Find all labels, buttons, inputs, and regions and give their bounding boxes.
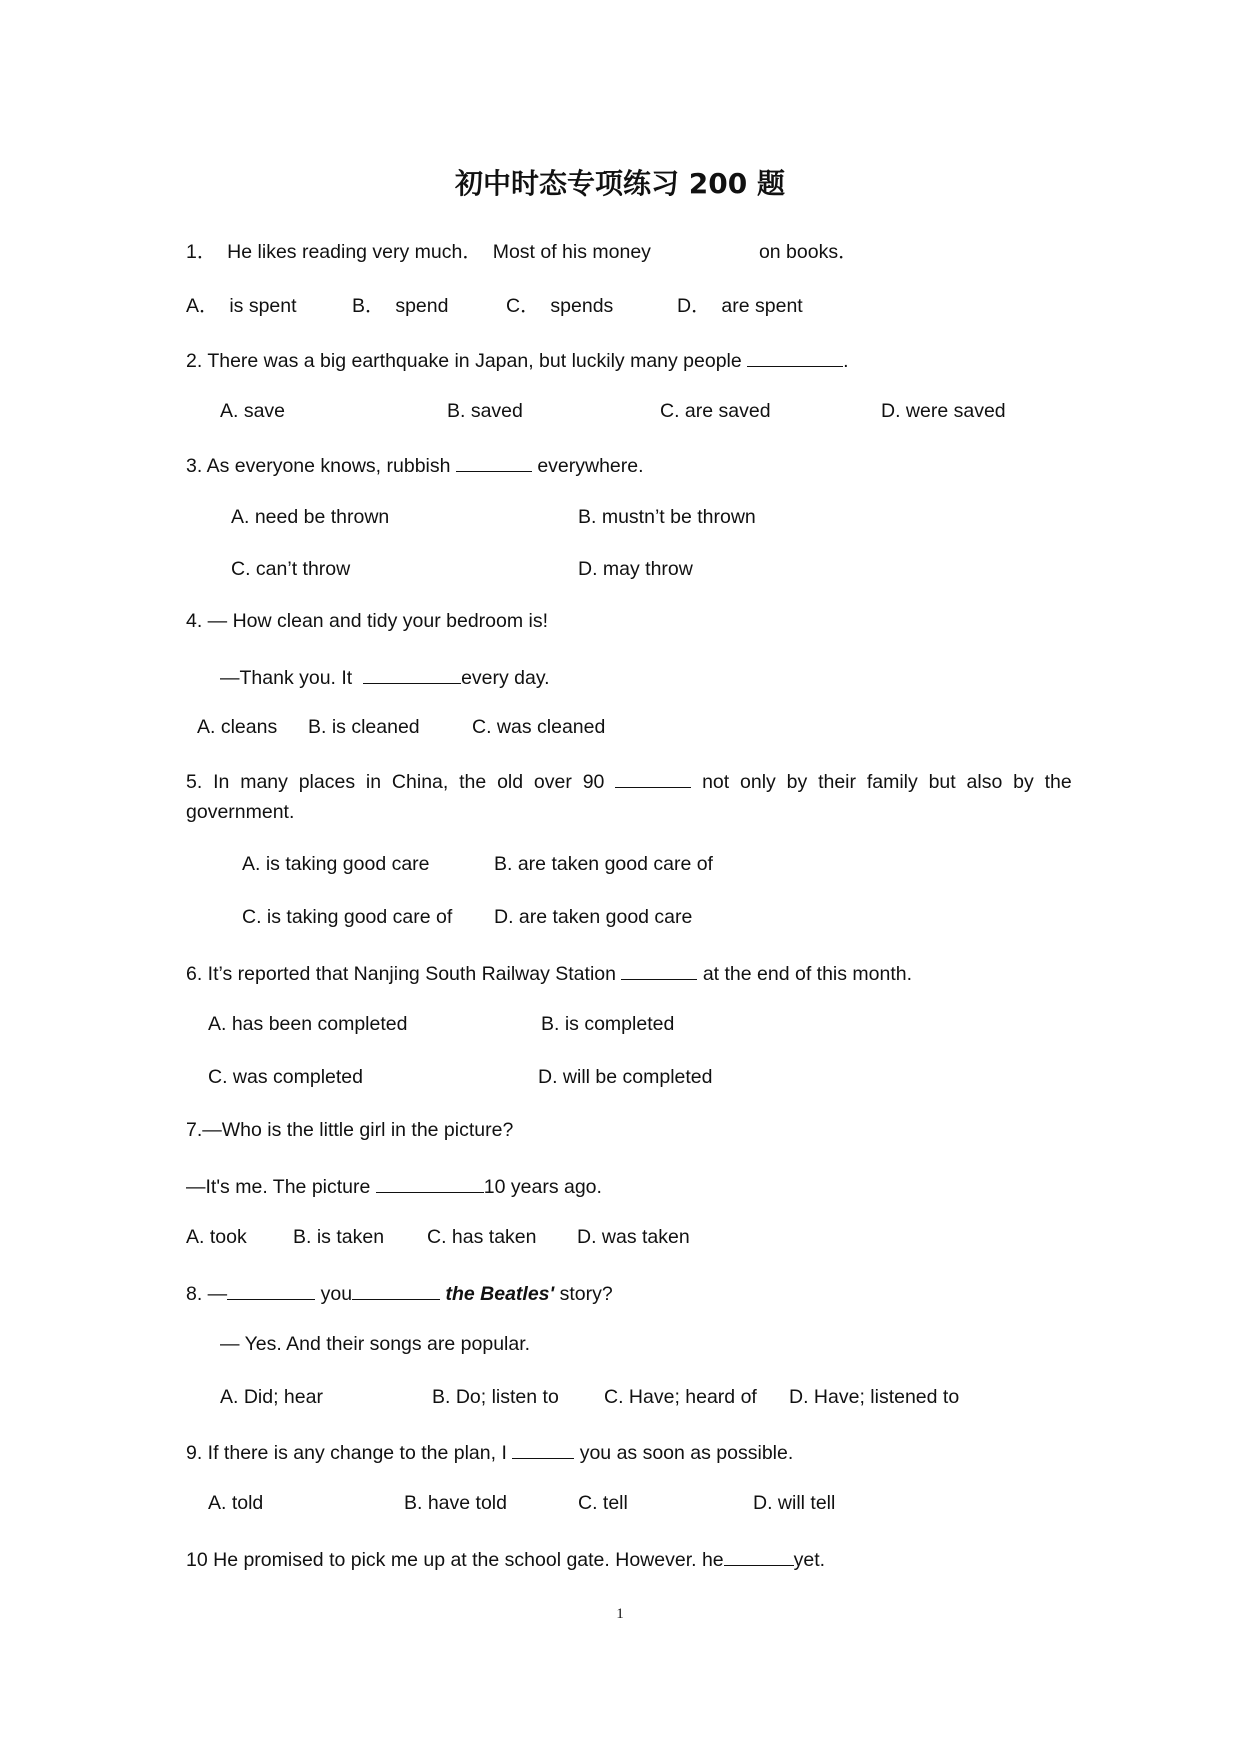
question-5-stem-cont: government. — [186, 801, 295, 823]
question-8-blank-2 — [352, 1279, 440, 1300]
question-10-blank — [724, 1545, 794, 1566]
question-4-reply-text-a: —Thank you. It — [220, 667, 353, 689]
question-1-option-a: A． is spent — [186, 295, 297, 317]
question-9-text-b: you as soon as possible. — [574, 1442, 794, 1464]
question-5-text-a: 5. In many places in China, the old over 90 — [186, 771, 605, 793]
question-5-option-d: D. are taken good care — [494, 906, 693, 928]
question-2-text-b: . — [843, 350, 849, 372]
question-4-option-c: C. was cleaned — [472, 716, 606, 738]
question-6-stem — [186, 959, 912, 986]
question-10-stem — [186, 1545, 825, 1572]
question-7-option-a: A. took — [186, 1226, 247, 1248]
question-1-option-b: B． spend — [352, 295, 449, 317]
question-1-stem — [186, 240, 858, 264]
question-6-option-c: C. was completed — [208, 1066, 363, 1088]
question-8-text-a: 8. — — [186, 1283, 228, 1305]
question-3-blank — [456, 451, 532, 472]
question-9-option-a: A. told — [208, 1492, 264, 1514]
question-7-stem: 7.—Who is the little girl in the picture? — [186, 1119, 514, 1141]
question-4-option-a: A. cleans — [197, 716, 278, 738]
question-9-blank — [512, 1438, 574, 1459]
question-9-text-a: 9. If there is any change to the plan, I — [186, 1442, 507, 1464]
question-6-text-b: at the end of this month. — [697, 963, 913, 985]
page-title: 初中时态专项练习 200 题 — [455, 167, 785, 200]
question-1-option-d: D． are spent — [677, 295, 803, 317]
question-8-option-c: C. Have; heard of — [604, 1386, 757, 1408]
question-7-reply-text-a: —It's me. The picture — [186, 1176, 371, 1198]
question-3-option-d: D. may throw — [578, 558, 693, 580]
question-6-option-d: D. will be completed — [538, 1066, 713, 1088]
question-8-blank-1 — [227, 1279, 315, 1300]
question-6-option-a: A. has been completed — [208, 1013, 408, 1035]
question-2-option-a: A. save — [220, 400, 286, 422]
question-8-stem — [186, 1279, 613, 1306]
question-3-text-a: 3. As everyone knows, rubbish — [186, 455, 451, 477]
question-3-option-b: B. mustn’t be thrown — [578, 506, 756, 528]
question-9-stem — [186, 1438, 793, 1465]
question-5-blank — [615, 767, 691, 788]
page-number: 1 — [616, 1606, 624, 1622]
question-7-reply-text-b: 10 years ago. — [483, 1176, 602, 1198]
question-5-stem — [186, 767, 1072, 794]
question-8-option-b: B. Do; listen to — [432, 1386, 559, 1408]
question-1-text-a: 1． He likes reading very much． Most of his money — [186, 241, 651, 263]
question-5-text-b: not only by their family but also by the — [691, 771, 1072, 793]
question-7-option-c: C. has taken — [427, 1226, 537, 1248]
question-7-reply — [186, 1172, 602, 1199]
question-8-band-name: the Beatles' — [445, 1283, 555, 1305]
question-3-option-a: A. need be thrown — [231, 506, 390, 528]
question-1-option-c: C． spends — [506, 295, 614, 317]
question-2-option-d: D. were saved — [881, 400, 1006, 422]
question-9-option-b: B. have told — [404, 1492, 507, 1514]
question-2-stem — [186, 346, 849, 373]
question-8-text-b: you — [315, 1283, 353, 1305]
question-7-blank — [376, 1172, 484, 1193]
question-2-blank — [747, 346, 843, 367]
question-8-option-a: A. Did; hear — [220, 1386, 323, 1408]
question-2-text-a: 2. There was a big earthquake in Japan, but luckily many people — [186, 350, 742, 372]
question-7-option-b: B. is taken — [293, 1226, 385, 1248]
question-4-stem: 4. — How clean and tidy your bedroom is! — [186, 610, 549, 632]
question-8-option-d: D. Have; listened to — [789, 1386, 960, 1408]
question-7-option-d: D. was taken — [577, 1226, 690, 1248]
question-3-text-b: everywhere. — [531, 455, 644, 477]
question-4-option-b: B. is cleaned — [308, 716, 420, 738]
question-2-option-c: C. are saved — [660, 400, 771, 422]
question-5-option-a: A. is taking good care — [242, 853, 430, 875]
question-9-option-d: D. will tell — [753, 1492, 836, 1514]
question-4-blank — [363, 663, 461, 684]
question-2-option-b: B. saved — [447, 400, 523, 422]
question-5-option-b: B. are taken good care of — [494, 853, 713, 875]
question-9-option-c: C. tell — [578, 1492, 628, 1514]
question-6-text-a: 6. It’s reported that Nanjing South Railway Station — [186, 963, 616, 985]
question-4-reply — [220, 663, 550, 690]
question-10-text-b: yet. — [793, 1549, 826, 1571]
question-5-option-c: C. is taking good care of — [242, 906, 453, 928]
question-8-text-d: story? — [554, 1283, 613, 1305]
question-6-option-b: B. is completed — [541, 1013, 675, 1035]
question-8-reply: — Yes. And their songs are popular. — [220, 1333, 531, 1355]
question-6-blank — [621, 959, 697, 980]
question-3-option-c: C. can’t throw — [231, 558, 351, 580]
question-10-text-a: 10 He promised to pick me up at the school gate. However. he — [186, 1549, 724, 1571]
question-4-reply-text-b: every day. — [461, 667, 550, 689]
question-3-stem — [186, 451, 644, 478]
question-1-text-b: on books． — [758, 241, 858, 263]
